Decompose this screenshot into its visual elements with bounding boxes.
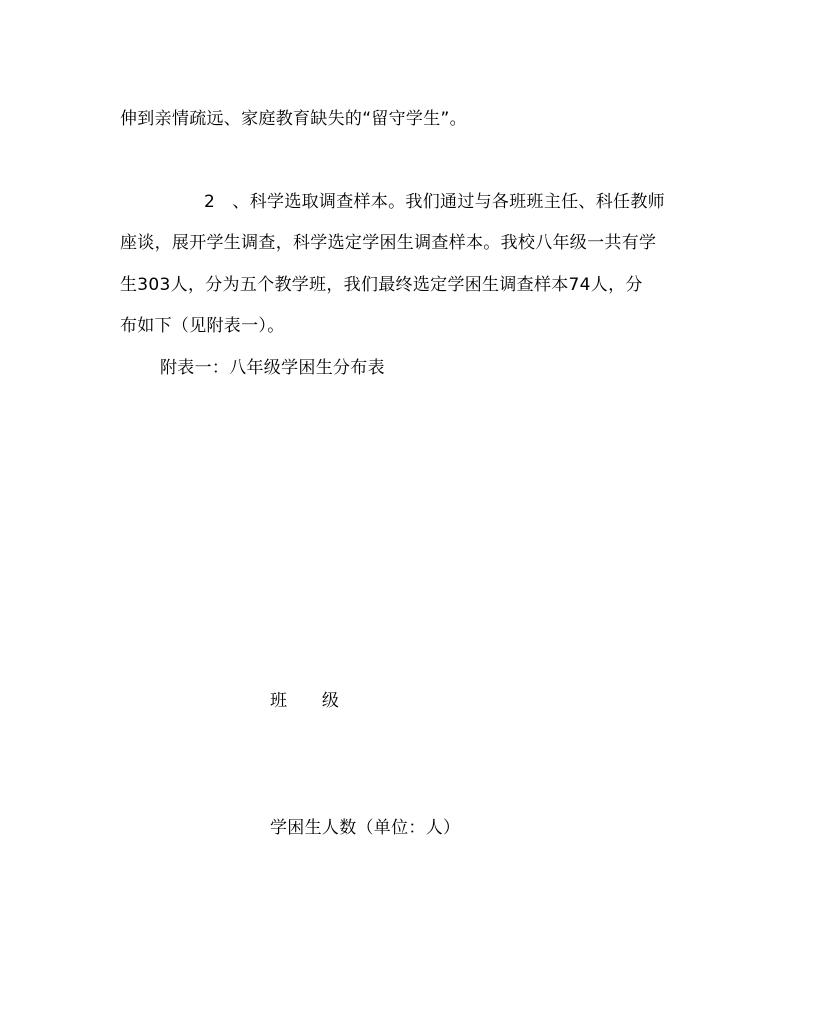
section-2-heading-line: 2 、科学选取调查样本。我们通过与各班班主任、科任教师 [204,192,665,212]
paragraph-line-4: 生303人，分为五个教学班，我们最终选定学困生调查样本74人，分 [120,275,643,295]
paragraph-line-1: 伸到亲情疏远、家庭教育缺失的“留守学生”。 [120,109,467,129]
table-header-count: 学困生人数（单位：人） [270,818,461,838]
paragraph-line-3: 座谈，展开学生调查，科学选定学困生调查样本。我校八年级一共有学 [120,233,657,253]
table-caption: 附表一：八年级学困生分布表 [160,358,385,378]
paragraph-line-5: 布如下（见附表一）。 [120,316,285,336]
table-header-class: 班 级 [270,691,340,711]
